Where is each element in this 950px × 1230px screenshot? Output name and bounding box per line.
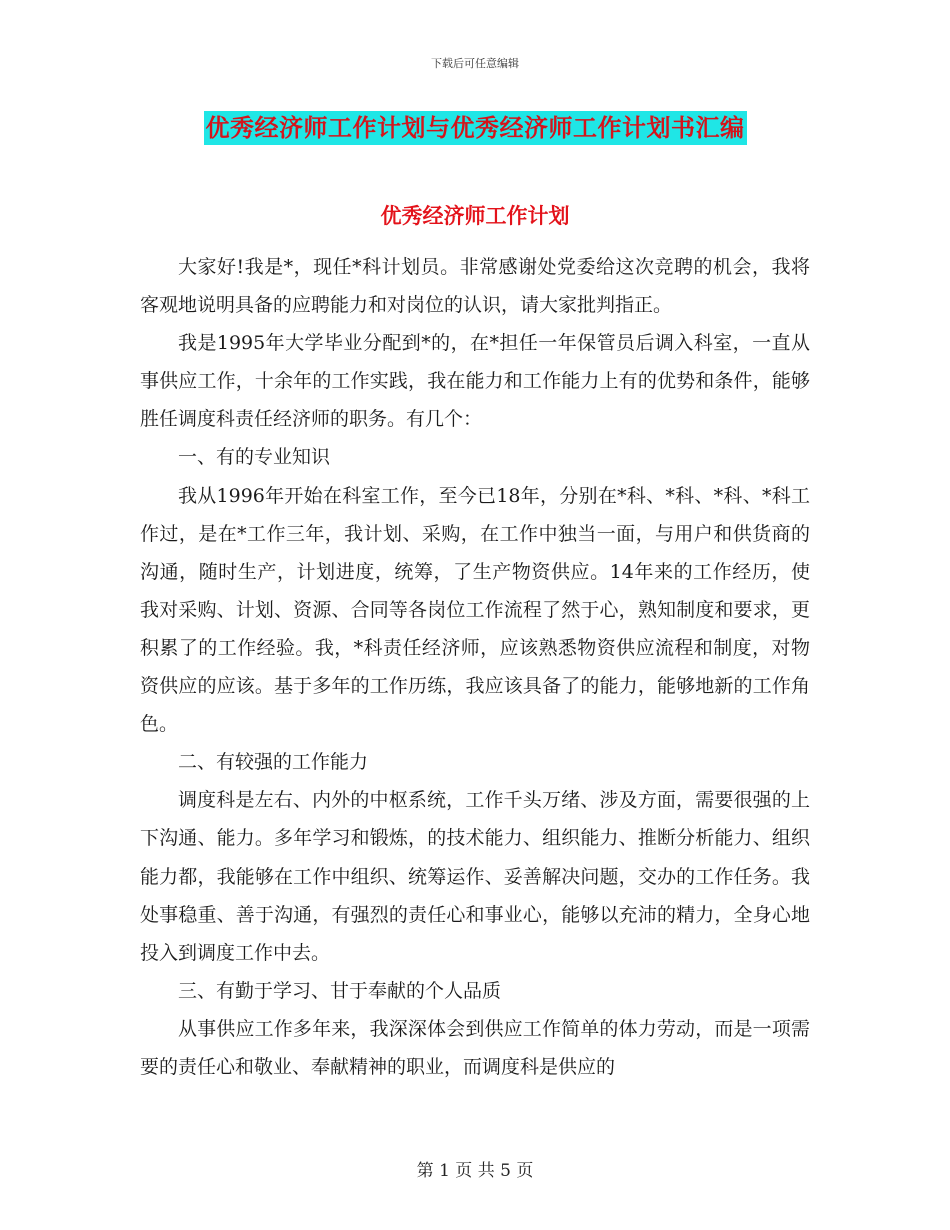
document-title-container xyxy=(0,111,950,145)
paragraph: 从事供应工作多年来，我深深体会到供应工作简单的体力劳动，而是一项需要的责任心和敬业、奉献精神的职业，而调度科是供应的 xyxy=(140,1017,810,1078)
section-title: 优秀经济师工作计划 xyxy=(380,203,570,228)
document-body xyxy=(140,248,810,1086)
subheading: 三、有勤于学习、甘于奉献的个人品质 xyxy=(178,979,502,1002)
header-note: 下载后可任意编辑 xyxy=(431,57,519,70)
document-title: 优秀经济师工作计划与优秀经济师工作计划书汇编 xyxy=(204,111,747,145)
paragraph: 我是1995年大学毕业分配到*的，在*担任一年保管员后调入科室，一直从事供应工作，十余年的工作实践，我在能力和工作能力上有的优势和条件，能够胜任调度科责任经济师的职务。有几个： xyxy=(140,332,810,431)
paragraph: 调度科是左右、内外的中枢系统，工作千头万绪、涉及方面，需要很强的上下沟通、能力。多年学习和锻炼，的技术能力、组织能力、推断分析能力、组织能力都，我能够在工作中组织、统筹运作、妥善解决问题，交办的工作任务。我处事稳重、善于沟通，有强烈的责任心和事业心，能够以充沛的精力，全身心地投入到调度工作中去。 xyxy=(140,789,810,964)
page-footer: 第 1 页 共 5 页 xyxy=(416,1161,534,1181)
subheading: 二、有较强的工作能力 xyxy=(178,751,369,774)
subheading: 一、有的专业知识 xyxy=(178,446,331,469)
paragraph: 大家好!我是*，现任*科计划员。非常感谢处党委给这次竞聘的机会，我将客观地说明具备的应聘能力和对岗位的认识，请大家批判指正。 xyxy=(140,256,810,317)
paragraph: 我从1996年开始在科室工作，至今已18年，分别在*科、*科、*科、*科工作过，是在*工作三年，我计划、采购，在工作中独当一面，与用户和供货商的沟通，随时生产，计划进度，统筹，了生产物资供应。14年来的工作经历，使我对采购、计划、资源、合同等各岗位工作流程了然于心，熟知制度和要求，更积累了的工作经验。我，*科责任经济师，应该熟悉物资供应流程和制度，对物资供应的应该。基于多年的工作历练，我应该具备了的能力，能够地新的工作角色。 xyxy=(140,484,810,736)
